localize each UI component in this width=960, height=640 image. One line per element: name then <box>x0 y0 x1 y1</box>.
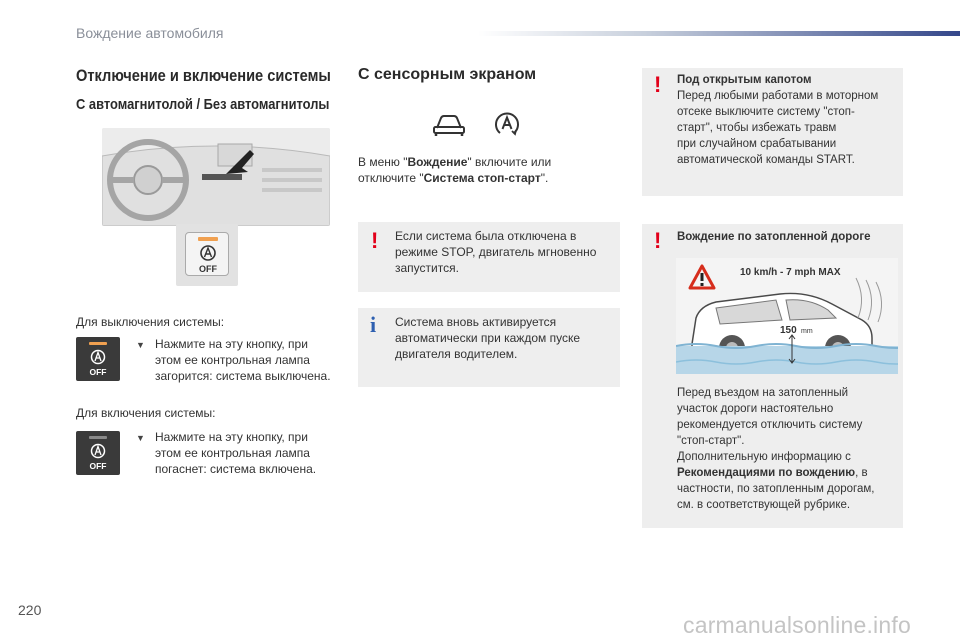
bullet-arrow-icon: ▼ <box>136 433 145 443</box>
bonnet-title: Под открытым капотом <box>677 74 812 86</box>
off-label-3: OFF <box>89 461 107 471</box>
flood-drawing <box>676 258 898 374</box>
car-icon <box>432 112 466 138</box>
dashboard-drawing <box>102 128 330 226</box>
bonnet-text: Под открытым капотом Перед любыми работами в моторном отсеке выключите систему "стоп- старт", чтобы избежать травм при случайном срабатывании автоматической команды START. <box>677 74 879 166</box>
flood-title: Вождение по затопленной дороге <box>677 231 871 243</box>
watermark: carmanualsonline.info <box>683 612 911 638</box>
menu-driving: Вождение <box>407 155 468 169</box>
flooded-road-illustration <box>676 258 898 374</box>
enable-step: Нажмите на эту кнопку, при этом ее контрольная лампа погаснет: система включена. <box>155 430 317 476</box>
off-button-closeup <box>176 224 238 286</box>
header-bar <box>478 31 960 36</box>
info-note-reactivation <box>358 308 620 387</box>
water-depth-unit: mm <box>801 328 813 335</box>
dashboard-illustration <box>102 128 330 226</box>
info-text: Система вновь активируется автоматически при каждом пуске двигателя водителем. <box>395 315 580 361</box>
bullet-arrow-icon: ▼ <box>136 340 145 350</box>
warning-note-bonnet <box>642 68 903 196</box>
stop-start-off-button[interactable] <box>185 232 229 276</box>
page-number: 220 <box>18 602 42 618</box>
enable-intro: Для включения системы: <box>76 406 216 420</box>
off-label-2: OFF <box>89 367 107 377</box>
driving-recommendations-link: Рекомендациями по вождению <box>677 467 856 479</box>
auto-stop-icon <box>186 233 230 277</box>
warning-icon: ! <box>654 228 662 253</box>
page-subtitle: С автомагнитолой / Без автомагнитолы <box>76 96 330 113</box>
speed-limit-label: 10 km/h - 7 mph MAX <box>740 267 841 278</box>
info-icon: i <box>370 312 377 337</box>
auto-stop-lit-icon <box>76 337 120 381</box>
disable-intro: Для выключения системы: <box>76 315 225 329</box>
off-button-unlit <box>76 431 120 475</box>
auto-stop-unlit-icon <box>76 431 120 475</box>
disable-step: Нажмите на эту кнопку, при этом ее контрольная лампа загорится: система выключена. <box>155 337 331 383</box>
warning-note-stop <box>358 222 620 292</box>
warning-icon: ! <box>654 72 662 97</box>
warning-text: Если система была отключена в режиме STOP, двигатель мгновенно запустится. <box>395 229 597 275</box>
warning-icon: ! <box>371 228 379 253</box>
menu-stop-start: Система стоп-старт <box>423 171 541 185</box>
off-label-1: OFF <box>199 264 217 274</box>
auto-stop-start-icon <box>492 109 522 139</box>
page-title: Отключение и включение системы <box>76 66 331 85</box>
flood-text: Перед въездом на затопленный участок дороги настоятельно рекомендуется отключить систему "стоп-старт". Дополнительную информацию с Рекомендациями по вождению, в частности, по затопленным дорогам, см. в соответствующей рубрике. <box>677 387 875 511</box>
menu-instruction: В меню "Вождение" включите или отключите "Система стоп-старт". <box>358 155 552 185</box>
touchscreen-title: С сенсорным экраном <box>358 66 537 83</box>
section-title: Вождение автомобиля <box>76 25 224 41</box>
water-depth-value: 150 <box>780 325 797 336</box>
off-button-lit <box>76 337 120 381</box>
